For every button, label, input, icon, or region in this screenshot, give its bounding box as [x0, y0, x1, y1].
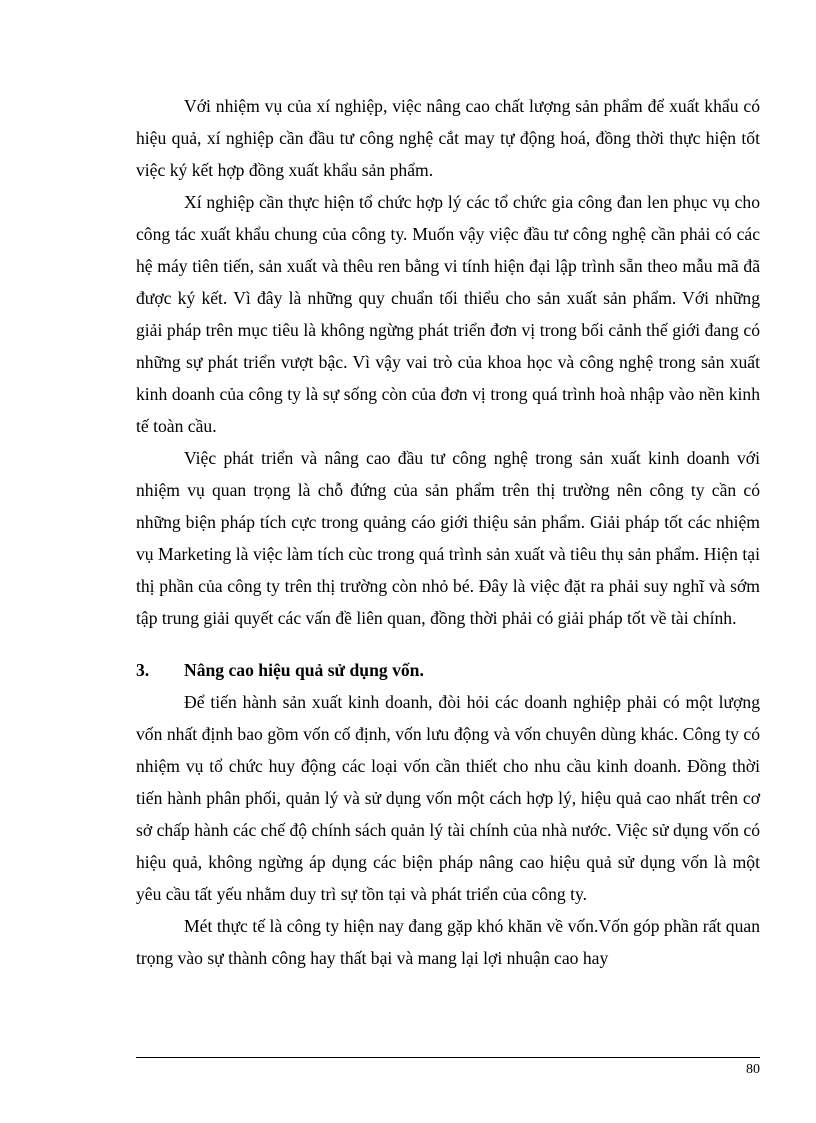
section-number: 3.: [136, 660, 150, 680]
page-body: [136, 90, 760, 974]
section-heading: [136, 654, 760, 686]
paragraph-4: Để tiến hành sản xuất kinh doanh, đòi hỏi các doanh nghiệp phải có một lượng vốn nhất định bao gồm vốn cố định, vốn lưu động và vốn chuyên dùng khác. Công ty có nhiệm vụ tổ chức huy động các loại vốn cần thiết cho nhu cầu kinh doanh. Đồng thời tiến hành phân phối, quản lý và sử dụng vốn một cách hợp lý, hiệu quả cao nhất trên cơ sở chấp hành các chế độ chính sách quản lý tài chính của nhà nước. Việc sử dụng vốn có hiệu quả, không ngừng áp dụng các biện pháp nâng cao hiệu quả sử dụng vốn là một yêu cầu tất yếu nhằm duy trì sự tồn tại và phát triển của công ty.: [136, 692, 760, 904]
paragraph-5: Mét thực tế là công ty hiện nay đang gặp khó khăn về vốn.Vốn góp phần rất quan trọng vào sự thành công hay thất bại và mang lại lợi nhuận cao hay: [136, 916, 760, 968]
paragraph-3: Việc phát triển và nâng cao đầu tư công nghệ trong sản xuất kinh doanh với nhiệm vụ quan trọng là chỗ đứng của sản phẩm trên thị trường nên công ty cần có những biện pháp tích cực trong quảng cáo giới thiệu sản phẩm. Giải pháp tốt các nhiệm vụ Marketing là việc làm tích cùc trong quá trình sản xuất và tiêu thụ sản phẩm. Hiện tại thị phần của công ty trên thị trường còn nhỏ bé. Đây là việc đặt ra phải suy nghĩ và sớm tập trung giải quyết các vấn đề liên quan, đồng thời phải có giải pháp tốt về tài chính.: [136, 448, 760, 628]
section-title: Nâng cao hiệu quả sử dụng vốn.: [184, 660, 424, 680]
paragraph-2: Xí nghiệp cần thực hiện tổ chức hợp lý các tổ chức gia công đan len phục vụ cho công tác xuất khẩu chung của công ty. Muốn vậy việc đầu tư công nghệ cần phải có các hệ máy tiên tiến, sản xuất và thêu ren bằng vi tính hiện đại lập trình sẵn theo mẫu mã đã được ký kết. Vì đây là những quy chuẩn tối thiểu cho sản xuất sản phẩm. Với những giải pháp trên mục tiêu là không ngừng phát triển đơn vị trong bối cảnh thế giới đang có những sự phát triển vượt bậc. Vì vậy vai trò của khoa học và công nghệ trong sản xuất kinh doanh của công ty là sự sống còn của đơn vị trong quá trình hoà nhập vào nền kinh tế toàn cầu.: [136, 192, 760, 436]
paragraph-1: Với nhiệm vụ của xí nghiệp, việc nâng cao chất lượng sản phẩm để xuất khẩu có hiệu quả, xí nghiệp cần đầu tư công nghệ cắt may tự động hoá, đồng thời thực hiện tốt việc ký kết hợp đồng xuất khẩu sản phẩm.: [136, 96, 760, 180]
footer-divider: [136, 1057, 760, 1058]
page-number: 80: [746, 1062, 760, 1077]
